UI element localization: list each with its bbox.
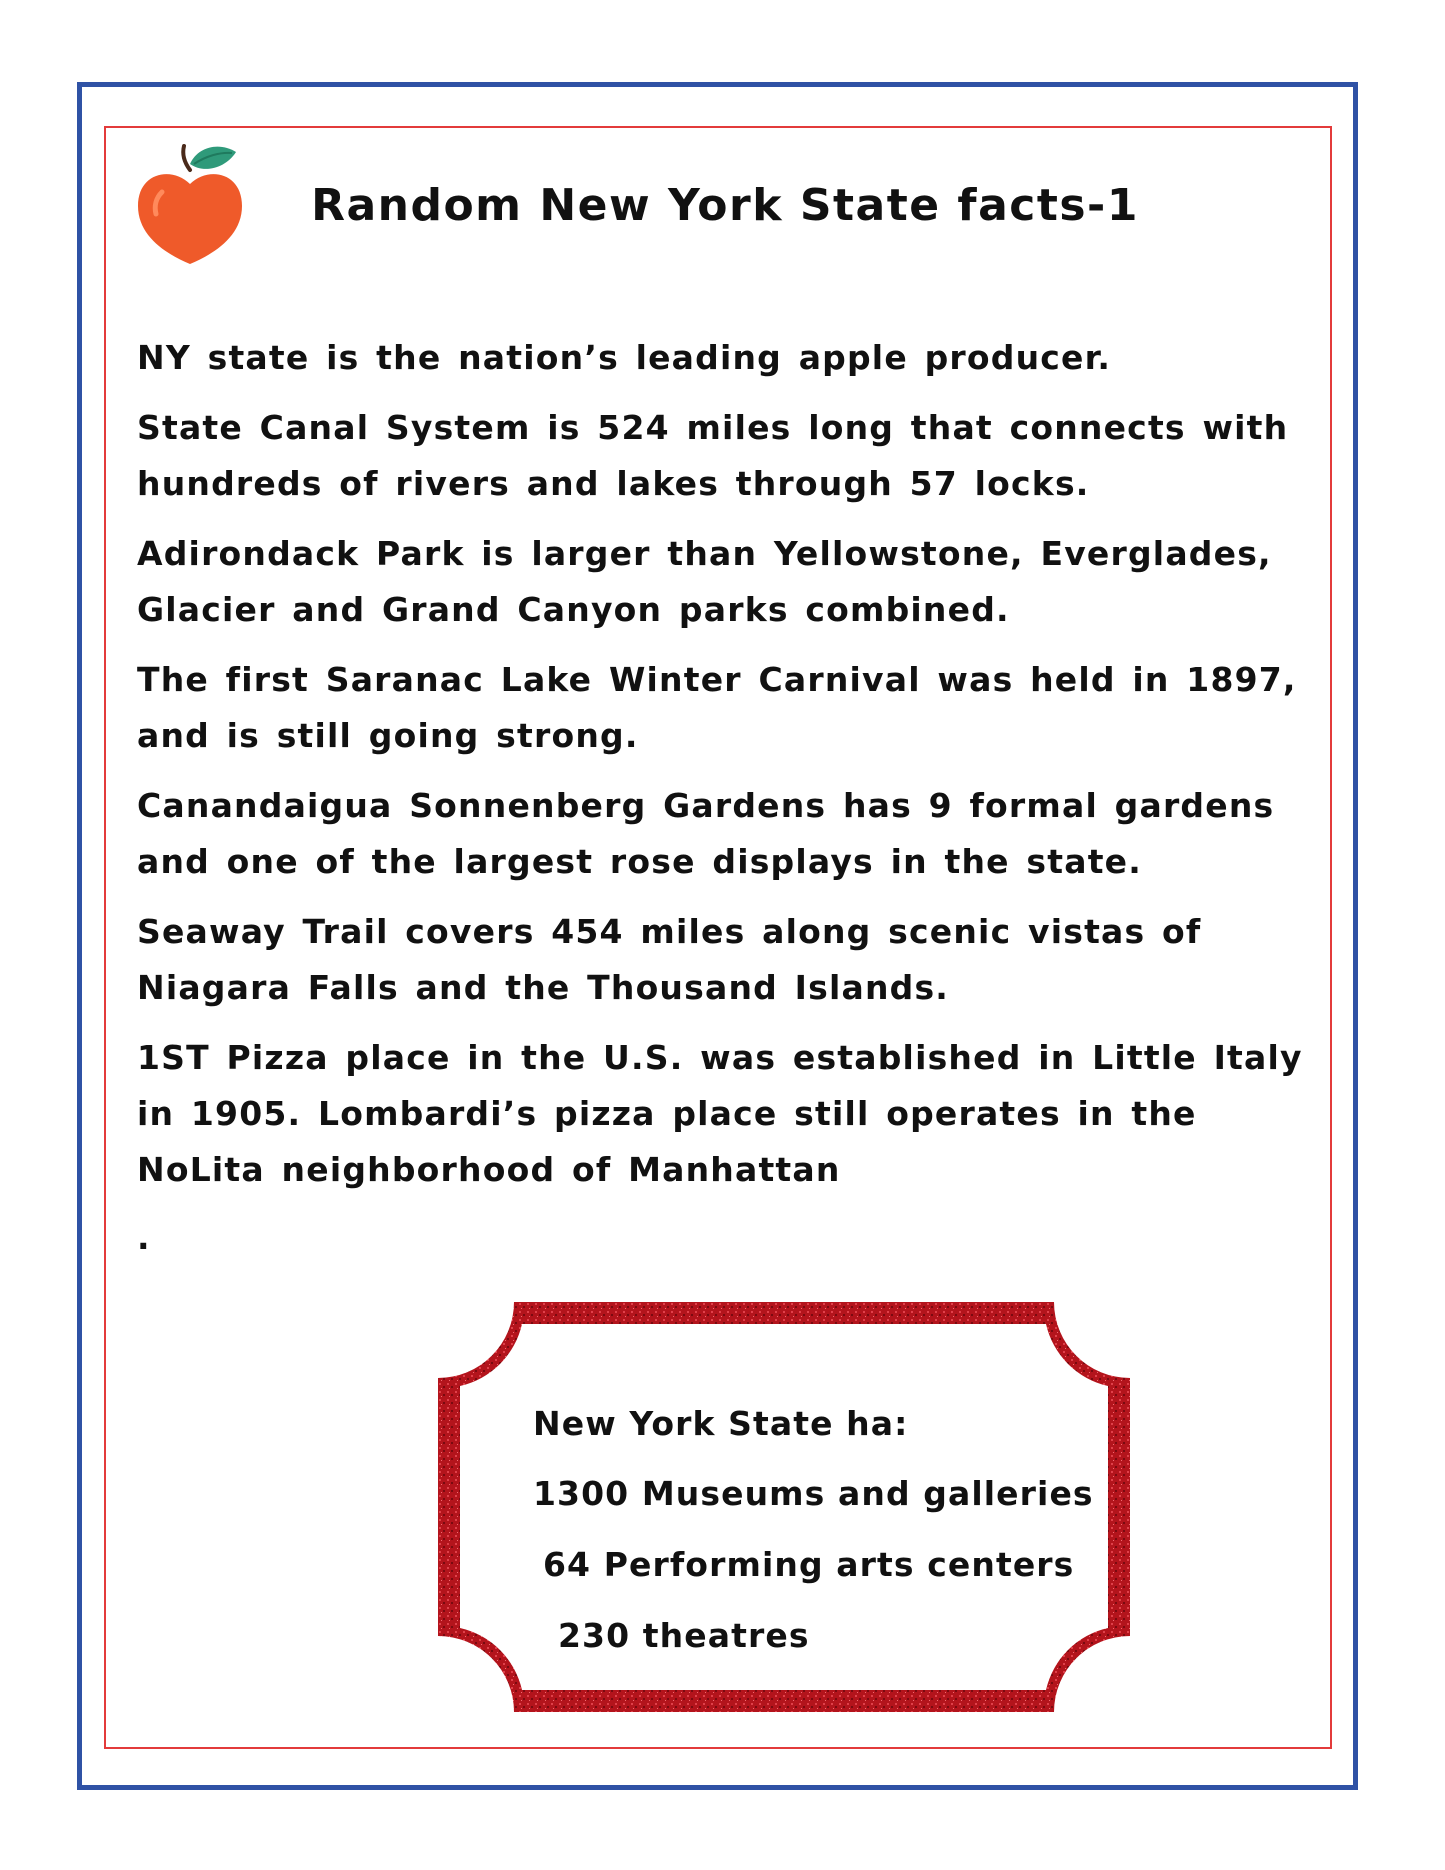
- apple-icon: [132, 140, 248, 266]
- facts-list: [137, 330, 1307, 1212]
- fact-item: Seaway Trail covers 454 miles along scenic vistas of Niagara Falls and the Thousand Islands.: [137, 912, 1202, 1007]
- fact-item: Adirondack Park is larger than Yellowstone, Everglades, Glacier and Grand Canyon parks combined.: [137, 534, 1272, 629]
- plaque-item: 230 theatres: [558, 1616, 810, 1655]
- fact-item: NY state is the nation’s leading apple producer.: [137, 338, 1112, 377]
- trailing-mark: .: [137, 1218, 150, 1257]
- plaque-item: 64 Performing arts centers: [543, 1545, 1075, 1584]
- stats-plaque: [438, 1302, 1130, 1712]
- fact-item: State Canal System is 524 miles long that connects with hundreds of rivers and lakes through 57 locks.: [137, 408, 1289, 503]
- fact-item: 1ST Pizza place in the U.S. was established in Little Italy in 1905. Lombardi’s pizza place still operates in the NoLita neighborhood of Manhattan: [137, 1038, 1303, 1189]
- plaque-heading: New York State ha:: [533, 1404, 909, 1443]
- fact-item: Canandaigua Sonnenberg Gardens has 9 formal gardens and one of the largest rose displays in the state.: [137, 786, 1275, 881]
- plaque-item: 1300 Museums and galleries: [533, 1474, 1094, 1513]
- fact-item: The first Saranac Lake Winter Carnival was held in 1897, and is still going strong.: [137, 660, 1297, 755]
- page-title: Random New York State facts-1: [311, 180, 1139, 231]
